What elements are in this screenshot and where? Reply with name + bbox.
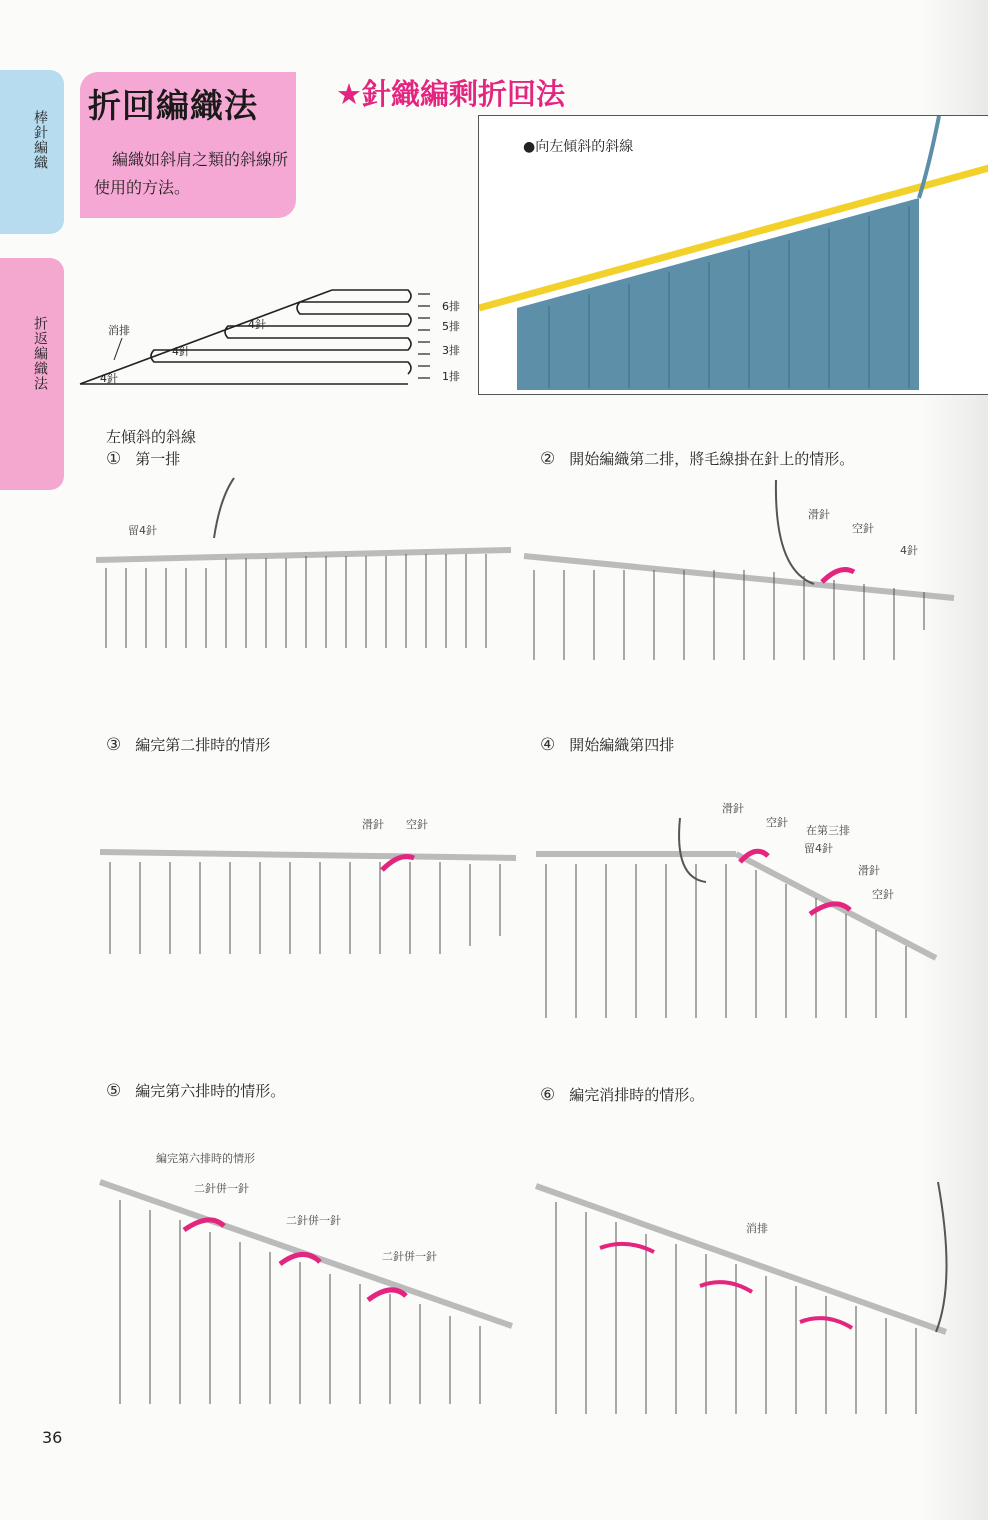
step-5-caption: [106, 1080, 285, 1101]
step-6-text: 編完消排時的情形。: [569, 1086, 705, 1104]
step-4-note-hold-4: 留4針: [804, 842, 833, 855]
step-1-number: ①: [106, 449, 122, 469]
short-row-schematic: [70, 282, 470, 402]
step-4-note-yarnover-2: 空針: [872, 888, 894, 901]
step-1-illustration: [96, 478, 516, 658]
schema-row-6-label: 6排: [442, 300, 460, 313]
step-2-caption: [540, 448, 854, 469]
step-3-number: ③: [106, 735, 122, 755]
step-3-text: 編完第二排時的情形: [135, 736, 271, 754]
schema-stitch-label-top: 4針: [248, 318, 266, 331]
step-5-illustration: [100, 1176, 520, 1416]
knitting-photo-illustration: [479, 116, 988, 394]
knitting-photo: [478, 115, 988, 395]
step-5-text: 編完第六排時的情形。: [135, 1082, 286, 1100]
step-5-note-k2tog-3: 二針併一針: [382, 1250, 437, 1263]
step-2-illustration: [524, 480, 954, 670]
step-5-note-title: 編完第六排時的情形: [156, 1152, 255, 1165]
step-2-note-slip: 滑針: [808, 508, 830, 521]
side-tab-knitting[interactable]: [0, 70, 64, 234]
step-5-note-k2tog-2: 二針併一針: [286, 1214, 341, 1227]
step-5-note-k2tog-1: 二針併一針: [194, 1182, 249, 1195]
schema-row-3-label: 3排: [442, 344, 460, 357]
step-4-caption: [540, 734, 674, 755]
page-number: 36: [42, 1428, 63, 1447]
step-6-note-remove: 消排: [746, 1222, 768, 1235]
step-5-number: ⑤: [106, 1081, 122, 1101]
schema-remove-label: 消排: [108, 324, 130, 337]
schema-stitch-label-mid: 4針: [172, 345, 190, 358]
step-2-note-4-stitches: 4針: [900, 544, 918, 557]
side-tab-knitting-label: 棒針編織: [32, 110, 48, 170]
step-4-note-yarnover-1: 空針: [766, 816, 788, 829]
step-2-text: 開始編織第二排，將毛線掛在針上的情形。: [569, 450, 855, 468]
step-2-number: ②: [540, 449, 556, 469]
side-tab-short-rows-label: 折返編織法: [32, 316, 48, 391]
photo-caption: ●向左傾斜的斜線: [523, 139, 634, 155]
section-heading: ★針織編剩折回法: [336, 77, 565, 111]
step-4-note-slip-2: 滑針: [858, 864, 880, 877]
step-6-caption: [540, 1084, 704, 1105]
step-4-note-row-3: 在第三排: [806, 824, 850, 837]
step-3-note-yarnover: 空針: [406, 818, 428, 831]
step-6-number: ⑥: [540, 1085, 556, 1105]
step-3-note-slip: 滑針: [362, 818, 384, 831]
step-4-number: ④: [540, 735, 556, 755]
side-tab-short-rows[interactable]: [0, 258, 64, 490]
step-1-caption: [106, 448, 180, 469]
step-6-illustration: [536, 1182, 956, 1422]
step-3-caption: [106, 734, 270, 755]
step-4-text: 開始編織第四排: [569, 736, 675, 754]
step-1-text: 第一排: [135, 450, 181, 468]
title-box: [80, 72, 296, 218]
step-1-note-hold: 留4針: [128, 524, 157, 537]
sub-heading: 左傾斜的斜線: [106, 428, 197, 446]
step-2-note-yarnover: 空針: [852, 522, 874, 535]
schema-row-1-label: 1排: [442, 370, 460, 383]
schema-row-5-label: 5排: [442, 320, 460, 333]
schema-stitch-label-bottom: 4針: [100, 372, 118, 385]
step-4-illustration: [536, 818, 956, 1028]
title-description: 編織如斜肩之類的斜線所使用的方法。: [94, 150, 289, 197]
step-4-note-slip-1: 滑針: [722, 802, 744, 815]
page-title: 折回編織法: [88, 86, 258, 125]
step-3-illustration: [100, 836, 520, 966]
